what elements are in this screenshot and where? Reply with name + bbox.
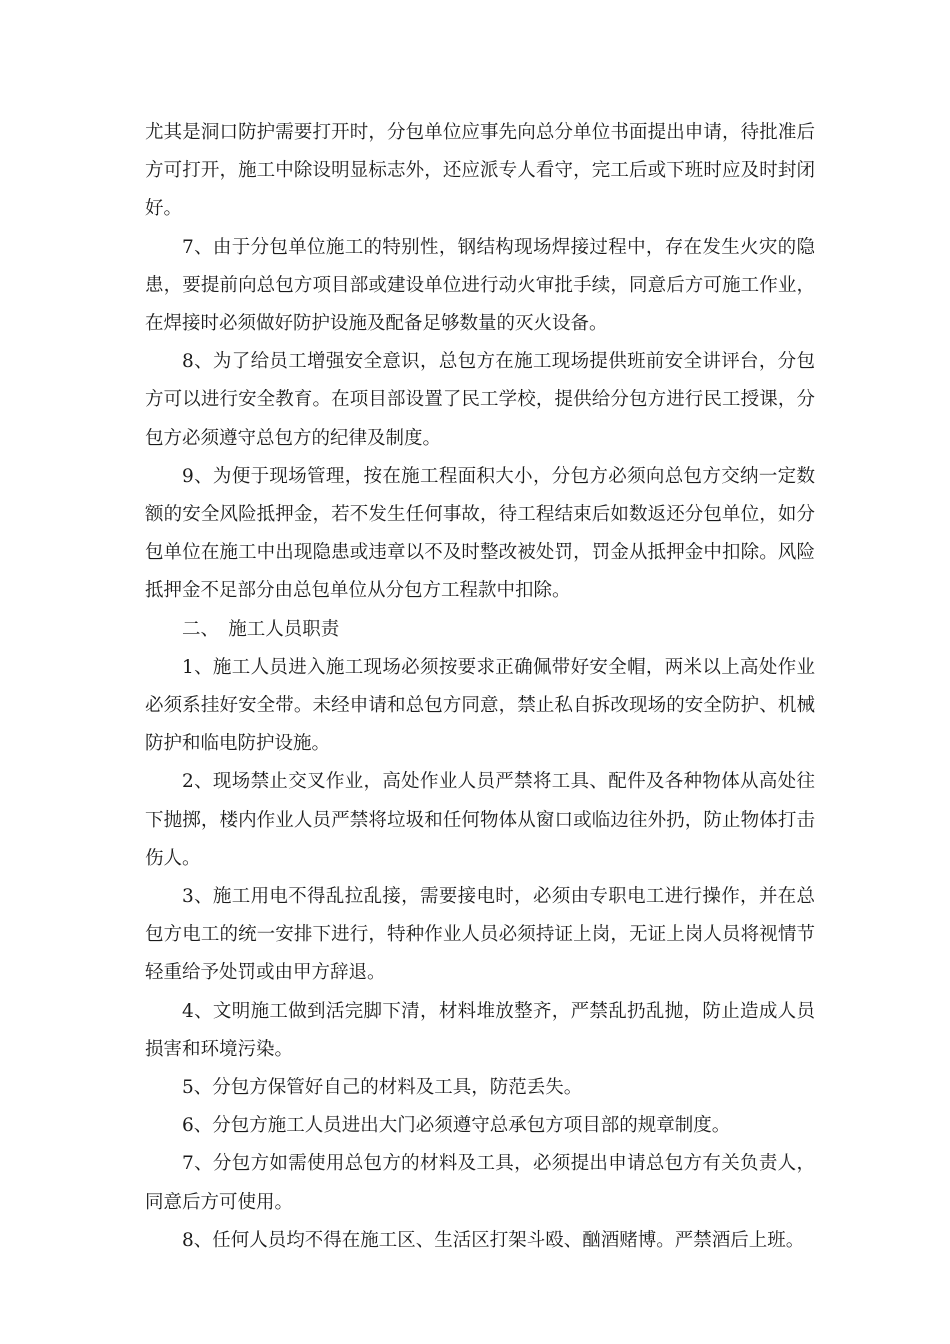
- duty-item-2: 2、现场禁止交叉作业，高处作业人员严禁将工具、配件及各种物体从高处往下抛掷，楼内作业人员严禁将垃圾和任何物体从窗口或临边往外扔，防止物体打击伤人。: [145, 771, 815, 869]
- duty-item-5: 5、分包方保管好自己的材料及工具，防范丢失。: [182, 1077, 583, 1099]
- duty-item-7: 7、分包方如需使用总包方的材料及工具，必须提出申请总包方有关负责人，同意后方可使用。: [145, 1153, 815, 1213]
- duty-item-1: 1、施工人员进入施工现场必须按要求正确佩带好安全帽，两米以上高处作业必须系挂好安全带。未经申请和总包方同意，禁止私自拆改现场的安全防护、机械防护和临电防护设施。: [145, 656, 815, 755]
- paragraph-item-9: 9、为便于现场管理，按在施工程面积大小，分包方必须向总包方交纳一定数额的安全风险抵押金，若不发生任何事故，待工程结束后如数返还分包单位，如分包单位在施工中出现隐患或违章以不及时整改被处罚，罚金从抵押金中扣除。风险抵押金不足部分由总包单位从分包方工程款中扣除。: [145, 465, 815, 602]
- document-body: [145, 114, 815, 1260]
- section-heading: 二、 施工人员职责: [182, 618, 340, 640]
- duty-item-6: 6、分包方施工人员进出大门必须遵守总承包方项目部的规章制度。: [182, 1115, 731, 1137]
- paragraph-opening: 尤其是洞口防护需要打开时，分包单位应事先向总分单位书面提出申请，待批准后方可打开，施工中除设明显标志外，还应派专人看守，完工后或下班时应及时封闭好。: [145, 122, 815, 220]
- paragraph-item-7: 7、由于分包单位施工的特别性，钢结构现场焊接过程中，存在发生火灾的隐患，要提前向总包方项目部或建设单位进行动火审批手续，同意后方可施工作业，在焊接时必须做好防护设施及配备足够数量的灭火设备。: [145, 236, 815, 335]
- paragraph-item-8: 8、为了给员工增强安全意识，总包方在施工现场提供班前安全讲评台，分包方可以进行安全教育。在项目部设置了民工学校，提供给分包方进行民工授课，分包方必须遵守总包方的纪律及制度。: [145, 351, 815, 449]
- duty-item-3: 3、施工用电不得乱拉乱接，需要接电时，必须由专职电工进行操作，并在总包方电工的统一安排下进行，特种作业人员必须持证上岗，无证上岗人员将视情节轻重给予处罚或由甲方辞退。: [145, 886, 815, 984]
- duty-item-8: 8、任何人员均不得在施工区、生活区打架斗殴、酗酒赌博。严禁酒后上班。: [182, 1229, 805, 1251]
- duty-item-4: 4、文明施工做到活完脚下清，材料堆放整齐，严禁乱扔乱抛，防止造成人员损害和环境污染。: [145, 1000, 815, 1060]
